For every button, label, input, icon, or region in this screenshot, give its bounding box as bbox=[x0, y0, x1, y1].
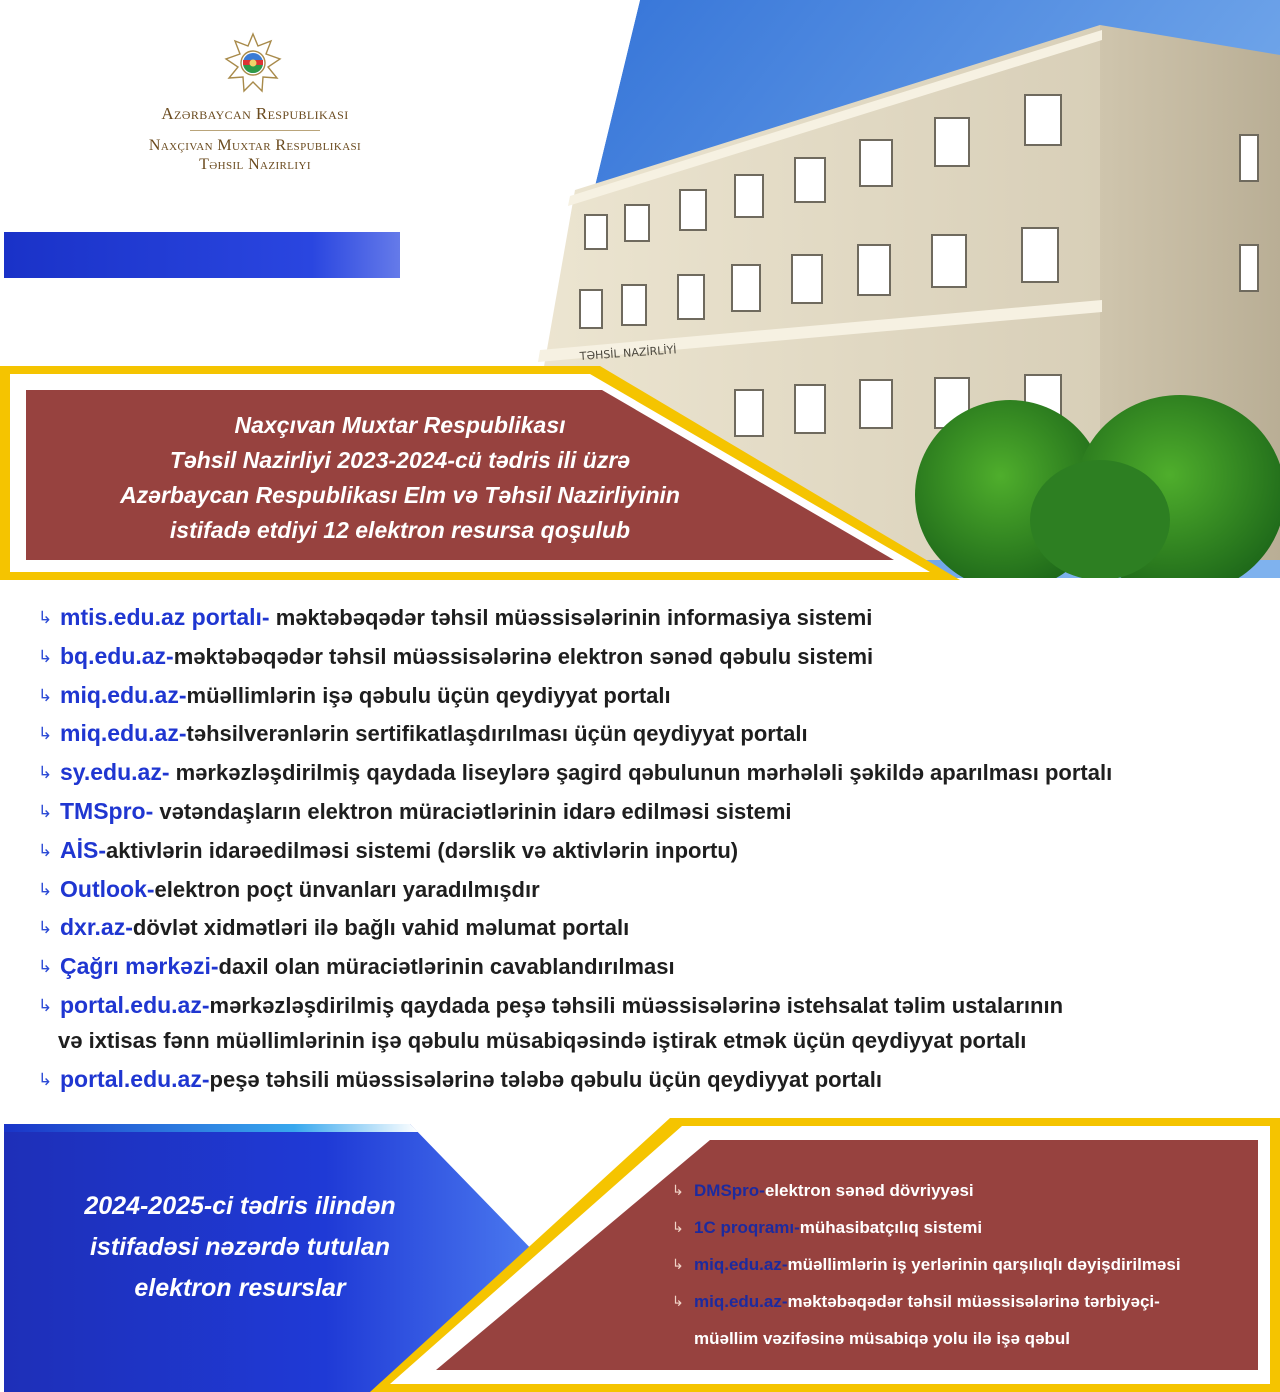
list-item bbox=[0, 1062, 1280, 1097]
resource-name: Outlook- bbox=[60, 875, 155, 902]
resource-name: mtis.edu.az portalı- bbox=[60, 604, 270, 630]
resource-name: dxr.az- bbox=[60, 914, 133, 941]
list-item bbox=[0, 949, 1280, 984]
resource-description: dövlət xidmətləri ilə bağlı vahid məlumat portalı bbox=[132, 915, 630, 941]
arrow-bullet-icon: ↳ bbox=[672, 1219, 684, 1235]
resource-name: miq.edu.az- bbox=[694, 1292, 788, 1311]
resource-name: 1C proqramı- bbox=[694, 1218, 800, 1237]
list-item bbox=[0, 872, 1280, 907]
arrow-bullet-icon: ↳ bbox=[38, 646, 53, 666]
arrow-bullet-icon: ↳ bbox=[38, 763, 53, 783]
resource-name: DMSpro- bbox=[694, 1181, 765, 1200]
resource-description: daxil olan müraciətlərinin cavablandırılması bbox=[218, 954, 675, 980]
headline-line: istifadə etdiyi 12 elektron resursa qoşulub bbox=[169, 517, 631, 543]
header-country-name: Azərbaycan Respublikası bbox=[161, 104, 349, 123]
header-divider bbox=[190, 130, 320, 131]
list-item bbox=[0, 600, 1280, 635]
resource-description: müəllimlərin işə qəbulu üçün qeydiyyat portalı bbox=[186, 682, 671, 708]
resource-description: müəllimlərin iş yerlərinin qarşılıqlı dəyişdirilməsi bbox=[787, 1255, 1181, 1274]
resource-description: məktəbəqədər təhsil müəssisələrinin informasiya sistemi bbox=[269, 605, 873, 630]
resource-description-continued: müəllim vəzifəsinə müsabiqə yolu ilə işə qəbul bbox=[694, 1329, 1071, 1348]
resource-description: məktəbəqədər təhsil müəssisələrinə elektron sənəd qəbulu sistemi bbox=[173, 643, 874, 669]
arrow-bullet-icon: ↳ bbox=[38, 879, 53, 899]
list-item bbox=[672, 1283, 1272, 1357]
arrow-bullet-icon: ↳ bbox=[38, 724, 53, 744]
resource-name: sy.edu.az- bbox=[60, 759, 170, 786]
list-item bbox=[672, 1209, 1272, 1246]
resource-description-continued: və ixtisas fənn müəllimlərinin işə qəbulu müsabiqəsində iştirak etmək üçün qeydiyyat portalı bbox=[58, 1027, 1027, 1053]
resource-name: AİS- bbox=[60, 836, 106, 863]
resource-description: peşə təhsili müəssisələrinə tələbə qəbulu üçün qeydiyyat portalı bbox=[209, 1066, 882, 1092]
resource-description: vətəndaşların elektron müraciətlərinin idarə edilməsi sistemi bbox=[153, 798, 792, 824]
list-item bbox=[0, 988, 1280, 1058]
list-item bbox=[0, 755, 1280, 790]
resource-description: məktəbəqədər təhsil müəssisələrinə tərbiyəçi- bbox=[787, 1292, 1160, 1311]
arrow-bullet-icon: ↳ bbox=[38, 918, 53, 938]
future-title-line: istifadəsi nəzərdə tutulan bbox=[89, 1233, 391, 1261]
arrow-bullet-icon: ↳ bbox=[38, 995, 53, 1015]
resource-name: TMSpro- bbox=[60, 797, 154, 824]
resource-name: Çağrı mərkəzi- bbox=[60, 953, 219, 980]
headline-text bbox=[30, 408, 770, 548]
building-sign-text: TƏHSİL NAZİRLİYİ bbox=[579, 343, 677, 363]
arrow-bullet-icon: ↳ bbox=[38, 840, 53, 860]
resource-name: miq.edu.az- bbox=[694, 1255, 788, 1274]
resource-description: təhsilverənlərin sertifikatlaşdırılması üçün qeydiyyat portalı bbox=[186, 721, 808, 747]
list-item bbox=[0, 678, 1280, 713]
resource-name: miq.edu.az- bbox=[60, 681, 187, 708]
headline-line: Təhsil Nazirliyi 2023-2024-cü tədris ili üzrə bbox=[169, 447, 631, 473]
resource-description: mühasibatçılıq sistemi bbox=[799, 1218, 983, 1237]
future-title-line: elektron resurslar bbox=[134, 1274, 346, 1302]
resource-description: mərkəzləşdirilmiş qaydada peşə təhsili müəssisələrinə istehsalat təlim ustalarının bbox=[209, 992, 1064, 1018]
arrow-bullet-icon: ↳ bbox=[38, 685, 53, 705]
headline-line: Naxçıvan Muxtar Respublikası bbox=[234, 412, 566, 438]
list-item bbox=[0, 910, 1280, 945]
arrow-bullet-icon: ↳ bbox=[672, 1256, 684, 1272]
arrow-bullet-icon: ↳ bbox=[38, 957, 53, 977]
arrow-bullet-icon: ↳ bbox=[672, 1182, 684, 1198]
arrow-bullet-icon: ↳ bbox=[38, 608, 53, 627]
list-item bbox=[0, 716, 1280, 751]
resource-name: portal.edu.az- bbox=[60, 1065, 210, 1092]
header-ministry-name: Təhsil Nazirliyi bbox=[199, 156, 311, 173]
resource-description: elektron sənəd dövriyyəsi bbox=[764, 1181, 974, 1200]
list-item bbox=[672, 1246, 1272, 1283]
state-emblem-icon bbox=[222, 32, 284, 94]
resource-description: elektron poçt ünvanları yaradılmışdır bbox=[154, 876, 540, 902]
list-item bbox=[0, 794, 1280, 829]
arrow-bullet-icon: ↳ bbox=[672, 1293, 684, 1309]
future-resource-list bbox=[672, 1172, 1272, 1357]
future-title-line: 2024-2025-ci tədris ilindən bbox=[84, 1192, 396, 1220]
resource-name: bq.edu.az- bbox=[60, 642, 174, 669]
resource-list bbox=[0, 600, 1280, 1101]
resource-name: miq.edu.az- bbox=[60, 720, 187, 747]
list-item bbox=[0, 833, 1280, 868]
headline-line: Azərbaycan Respublikası Elm və Təhsil Nazirliyinin bbox=[120, 482, 680, 508]
header-republic-name: Naxçıvan Muxtar Respublikası bbox=[148, 137, 362, 154]
arrow-bullet-icon: ↳ bbox=[38, 1069, 53, 1089]
resource-description: mərkəzləşdirilmiş qaydada liseylərə şagird qəbulunun mərhələli şəkildə aparılması portalı bbox=[169, 760, 1113, 786]
list-item bbox=[672, 1172, 1272, 1209]
arrow-bullet-icon: ↳ bbox=[38, 801, 53, 821]
resource-name: portal.edu.az- bbox=[60, 991, 210, 1018]
list-item bbox=[0, 639, 1280, 674]
resource-description: aktivlərin idarəedilməsi sistemi (dərslik və aktivlərin inportu) bbox=[106, 837, 739, 863]
